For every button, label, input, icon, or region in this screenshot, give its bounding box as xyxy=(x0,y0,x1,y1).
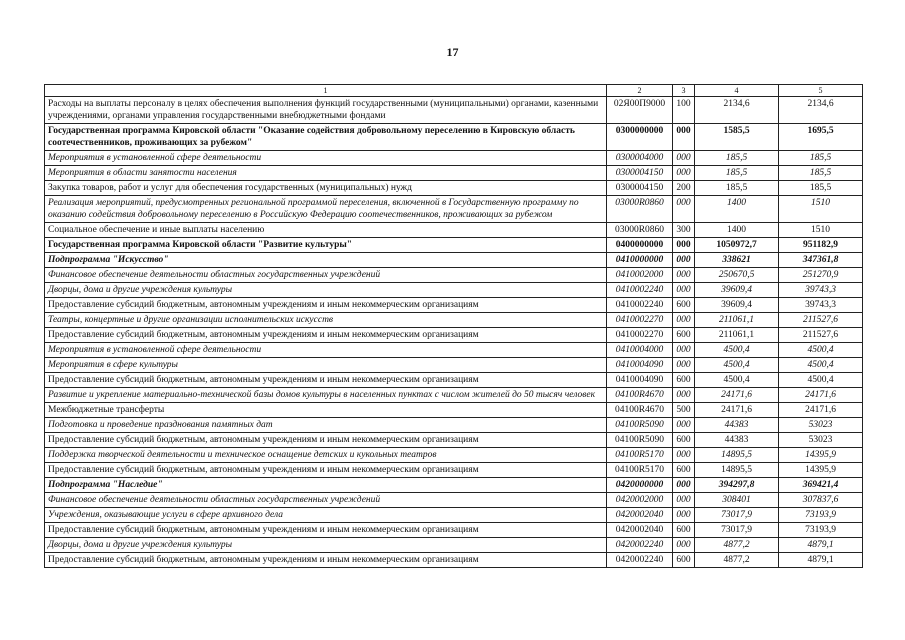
amount-year2-cell: 4500,4 xyxy=(779,343,863,358)
table-row xyxy=(45,508,863,523)
table-row xyxy=(45,298,863,313)
page-number: 17 xyxy=(446,45,459,59)
amount-year2-cell: 211527,6 xyxy=(779,328,863,343)
target-code-cell: 0420002040 xyxy=(607,508,673,523)
target-code-cell: 04100R4670 xyxy=(607,403,673,418)
amount-year1-cell: 14895,5 xyxy=(695,463,779,478)
target-code-cell: 03000R0860 xyxy=(607,223,673,238)
row-name-cell: Подпрограмма "Наследие" xyxy=(45,478,607,493)
expense-type-cell: 000 xyxy=(673,418,695,433)
expense-type-cell: 600 xyxy=(673,553,695,568)
target-code-cell: 0410002240 xyxy=(607,298,673,313)
amount-year2-cell: 73193,9 xyxy=(779,508,863,523)
expense-type-cell: 000 xyxy=(673,268,695,283)
header-cell: 5 xyxy=(779,85,863,97)
amount-year1-cell: 4500,4 xyxy=(695,373,779,388)
amount-year2-cell: 4879,1 xyxy=(779,538,863,553)
row-name-cell: Предоставление субсидий бюджетным, автономным учреждениям и иным некоммерческим организациям xyxy=(45,298,607,313)
header-cell: 3 xyxy=(673,85,695,97)
target-code-cell: 0420000000 xyxy=(607,478,673,493)
amount-year2-cell: 251270,9 xyxy=(779,268,863,283)
target-code-cell: 04100R5090 xyxy=(607,433,673,448)
amount-year2-cell: 4500,4 xyxy=(779,358,863,373)
amount-year1-cell: 185,5 xyxy=(695,166,779,181)
row-name-cell: Развитие и укрепление материально-технической базы домов культуры в населенных пунктах с числом жителей до 50 тысяч человек xyxy=(45,388,607,403)
target-code-cell: 0300004000 xyxy=(607,151,673,166)
table-row xyxy=(45,328,863,343)
table-row xyxy=(45,124,863,151)
table-row xyxy=(45,433,863,448)
table-row xyxy=(45,373,863,388)
amount-year2-cell: 347361,8 xyxy=(779,253,863,268)
table-row xyxy=(45,553,863,568)
table-row xyxy=(45,418,863,433)
amount-year2-cell: 14395,9 xyxy=(779,463,863,478)
target-code-cell: 04100R5090 xyxy=(607,418,673,433)
amount-year1-cell: 394297,8 xyxy=(695,478,779,493)
target-code-cell: 02Я00П9000 xyxy=(607,97,673,124)
table-header-row xyxy=(45,85,863,97)
row-name-cell: Закупка товаров, работ и услуг для обеспечения государственных (муниципальных) нужд xyxy=(45,181,607,196)
amount-year2-cell: 73193,9 xyxy=(779,523,863,538)
table-row xyxy=(45,463,863,478)
table-row xyxy=(45,196,863,223)
row-name-cell: Предоставление субсидий бюджетным, автономным учреждениям и иным некоммерческим организациям xyxy=(45,463,607,478)
target-code-cell: 0420002000 xyxy=(607,493,673,508)
table-row xyxy=(45,166,863,181)
row-name-cell: Финансовое обеспечение деятельности областных государственных учреждений xyxy=(45,493,607,508)
expense-type-cell: 600 xyxy=(673,328,695,343)
amount-year2-cell: 24171,6 xyxy=(779,403,863,418)
amount-year2-cell: 14395,9 xyxy=(779,448,863,463)
row-name-cell: Реализация мероприятий, предусмотренных региональной программой переселения, включенной в Государственную программу по оказанию содействия добровольному переселению в Российскую Федерацию соотечественников, проживающих за рубежом xyxy=(45,196,607,223)
row-name-cell: Предоставление субсидий бюджетным, автономным учреждениям и иным некоммерческим организациям xyxy=(45,328,607,343)
amount-year2-cell: 1510 xyxy=(779,196,863,223)
amount-year1-cell: 1585,5 xyxy=(695,124,779,151)
row-name-cell: Предоставление субсидий бюджетным, автономным учреждениям и иным некоммерческим организациям xyxy=(45,523,607,538)
amount-year2-cell: 185,5 xyxy=(779,181,863,196)
target-code-cell: 0410004090 xyxy=(607,358,673,373)
amount-year1-cell: 73017,9 xyxy=(695,508,779,523)
amount-year1-cell: 4877,2 xyxy=(695,538,779,553)
amount-year1-cell: 338621 xyxy=(695,253,779,268)
expense-type-cell: 000 xyxy=(673,508,695,523)
table-row xyxy=(45,313,863,328)
expense-type-cell: 000 xyxy=(673,343,695,358)
expense-type-cell: 600 xyxy=(673,433,695,448)
amount-year1-cell: 4877,2 xyxy=(695,553,779,568)
target-code-cell: 0300004150 xyxy=(607,166,673,181)
amount-year2-cell: 185,5 xyxy=(779,166,863,181)
target-code-cell: 0410002240 xyxy=(607,283,673,298)
target-code-cell: 0410004000 xyxy=(607,343,673,358)
expense-type-cell: 000 xyxy=(673,124,695,151)
amount-year2-cell: 185,5 xyxy=(779,151,863,166)
row-name-cell: Мероприятия в установленной сфере деятельности xyxy=(45,151,607,166)
header-cell: 4 xyxy=(695,85,779,97)
amount-year1-cell: 1050972,7 xyxy=(695,238,779,253)
expense-type-cell: 200 xyxy=(673,181,695,196)
table-row xyxy=(45,223,863,238)
amount-year2-cell: 1695,5 xyxy=(779,124,863,151)
table-row xyxy=(45,283,863,298)
row-name-cell: Дворцы, дома и другие учреждения культуры xyxy=(45,283,607,298)
row-name-cell: Предоставление субсидий бюджетным, автономным учреждениям и иным некоммерческим организациям xyxy=(45,553,607,568)
amount-year1-cell: 24171,6 xyxy=(695,388,779,403)
row-name-cell: Социальное обеспечение и иные выплаты населению xyxy=(45,223,607,238)
amount-year2-cell: 39743,3 xyxy=(779,283,863,298)
amount-year2-cell: 4879,1 xyxy=(779,553,863,568)
target-code-cell: 0420002240 xyxy=(607,538,673,553)
expense-type-cell: 000 xyxy=(673,478,695,493)
row-name-cell: Мероприятия в области занятости населения xyxy=(45,166,607,181)
amount-year1-cell: 250670,5 xyxy=(695,268,779,283)
table-row xyxy=(45,538,863,553)
row-name-cell: Межбюджетные трансферты xyxy=(45,403,607,418)
expense-type-cell: 600 xyxy=(673,463,695,478)
target-code-cell: 0300004150 xyxy=(607,181,673,196)
target-code-cell: 0410004090 xyxy=(607,373,673,388)
amount-year1-cell: 2134,6 xyxy=(695,97,779,124)
amount-year1-cell: 4500,4 xyxy=(695,358,779,373)
row-name-cell: Мероприятия в сфере культуры xyxy=(45,358,607,373)
row-name-cell: Поддержка творческой деятельности и техническое оснащение детских и кукольных театров xyxy=(45,448,607,463)
expense-type-cell: 000 xyxy=(673,151,695,166)
expense-type-cell: 600 xyxy=(673,373,695,388)
amount-year1-cell: 185,5 xyxy=(695,151,779,166)
row-name-cell: Предоставление субсидий бюджетным, автономным учреждениям и иным некоммерческим организациям xyxy=(45,433,607,448)
expense-type-cell: 000 xyxy=(673,388,695,403)
amount-year1-cell: 1400 xyxy=(695,196,779,223)
amount-year1-cell: 14895,5 xyxy=(695,448,779,463)
row-name-cell: Дворцы, дома и другие учреждения культуры xyxy=(45,538,607,553)
row-name-cell: Подготовка и проведение празднования памятных дат xyxy=(45,418,607,433)
table-row xyxy=(45,253,863,268)
amount-year1-cell: 308401 xyxy=(695,493,779,508)
expense-type-cell: 000 xyxy=(673,313,695,328)
target-code-cell: 03000R0860 xyxy=(607,196,673,223)
expense-type-cell: 000 xyxy=(673,358,695,373)
expense-type-cell: 000 xyxy=(673,448,695,463)
table-row xyxy=(45,268,863,283)
target-code-cell: 0420002240 xyxy=(607,553,673,568)
table-row xyxy=(45,97,863,124)
table-row xyxy=(45,181,863,196)
amount-year1-cell: 39609,4 xyxy=(695,283,779,298)
expense-type-cell: 000 xyxy=(673,493,695,508)
table-row xyxy=(45,388,863,403)
target-code-cell: 0410000000 xyxy=(607,253,673,268)
expense-type-cell: 000 xyxy=(673,166,695,181)
target-code-cell: 04100R5170 xyxy=(607,448,673,463)
amount-year1-cell: 73017,9 xyxy=(695,523,779,538)
target-code-cell: 0300000000 xyxy=(607,124,673,151)
target-code-cell: 0410002270 xyxy=(607,313,673,328)
amount-year2-cell: 1510 xyxy=(779,223,863,238)
table-row xyxy=(45,493,863,508)
target-code-cell: 04100R5170 xyxy=(607,463,673,478)
row-name-cell: Мероприятия в установленной сфере деятельности xyxy=(45,343,607,358)
amount-year1-cell: 1400 xyxy=(695,223,779,238)
amount-year1-cell: 44383 xyxy=(695,418,779,433)
row-name-cell: Предоставление субсидий бюджетным, автономным учреждениям и иным некоммерческим организациям xyxy=(45,373,607,388)
expense-type-cell: 000 xyxy=(673,283,695,298)
row-name-cell: Государственная программа Кировской области "Развитие культуры" xyxy=(45,238,607,253)
amount-year2-cell: 4500,4 xyxy=(779,373,863,388)
amount-year2-cell: 39743,3 xyxy=(779,298,863,313)
amount-year2-cell: 24171,6 xyxy=(779,388,863,403)
target-code-cell: 0410002270 xyxy=(607,328,673,343)
amount-year2-cell: 211527,6 xyxy=(779,313,863,328)
expense-type-cell: 500 xyxy=(673,403,695,418)
amount-year1-cell: 24171,6 xyxy=(695,403,779,418)
row-name-cell: Расходы на выплаты персоналу в целях обеспечения выполнения функций государственными (муниципальными) органами, казенными учреждениями, органами управления государственными внебюджетными фондами xyxy=(45,97,607,124)
amount-year1-cell: 185,5 xyxy=(695,181,779,196)
budget-table xyxy=(44,84,863,568)
amount-year1-cell: 44383 xyxy=(695,433,779,448)
amount-year1-cell: 211061,1 xyxy=(695,328,779,343)
row-name-cell: Финансовое обеспечение деятельности областных государственных учреждений xyxy=(45,268,607,283)
target-code-cell: 0420002040 xyxy=(607,523,673,538)
target-code-cell: 0410002000 xyxy=(607,268,673,283)
row-name-cell: Государственная программа Кировской области "Оказание содействия добровольному переселению в Кировскую область соотечественников, проживающих за рубежом" xyxy=(45,124,607,151)
header-cell: 2 xyxy=(607,85,673,97)
amount-year2-cell: 951182,9 xyxy=(779,238,863,253)
amount-year1-cell: 4500,4 xyxy=(695,343,779,358)
amount-year2-cell: 53023 xyxy=(779,418,863,433)
amount-year2-cell: 369421,4 xyxy=(779,478,863,493)
table-row xyxy=(45,358,863,373)
table-row xyxy=(45,478,863,493)
expense-type-cell: 000 xyxy=(673,238,695,253)
amount-year2-cell: 307837,6 xyxy=(779,493,863,508)
amount-year1-cell: 211061,1 xyxy=(695,313,779,328)
expense-type-cell: 000 xyxy=(673,196,695,223)
expense-type-cell: 600 xyxy=(673,298,695,313)
expense-type-cell: 000 xyxy=(673,538,695,553)
table-row xyxy=(45,523,863,538)
table-body xyxy=(45,97,863,568)
amount-year1-cell: 39609,4 xyxy=(695,298,779,313)
table-row xyxy=(45,151,863,166)
header-cell: 1 xyxy=(45,85,607,97)
table-row xyxy=(45,448,863,463)
target-code-cell: 0400000000 xyxy=(607,238,673,253)
expense-type-cell: 100 xyxy=(673,97,695,124)
table-row xyxy=(45,403,863,418)
table-row xyxy=(45,238,863,253)
amount-year2-cell: 53023 xyxy=(779,433,863,448)
expense-type-cell: 600 xyxy=(673,523,695,538)
row-name-cell: Учреждения, оказывающие услуги в сфере архивного дела xyxy=(45,508,607,523)
expense-type-cell: 300 xyxy=(673,223,695,238)
row-name-cell: Подпрограмма "Искусство" xyxy=(45,253,607,268)
row-name-cell: Театры, концертные и другие организации исполнительских искусств xyxy=(45,313,607,328)
amount-year2-cell: 2134,6 xyxy=(779,97,863,124)
table-row xyxy=(45,343,863,358)
target-code-cell: 04100R4670 xyxy=(607,388,673,403)
expense-type-cell: 000 xyxy=(673,253,695,268)
